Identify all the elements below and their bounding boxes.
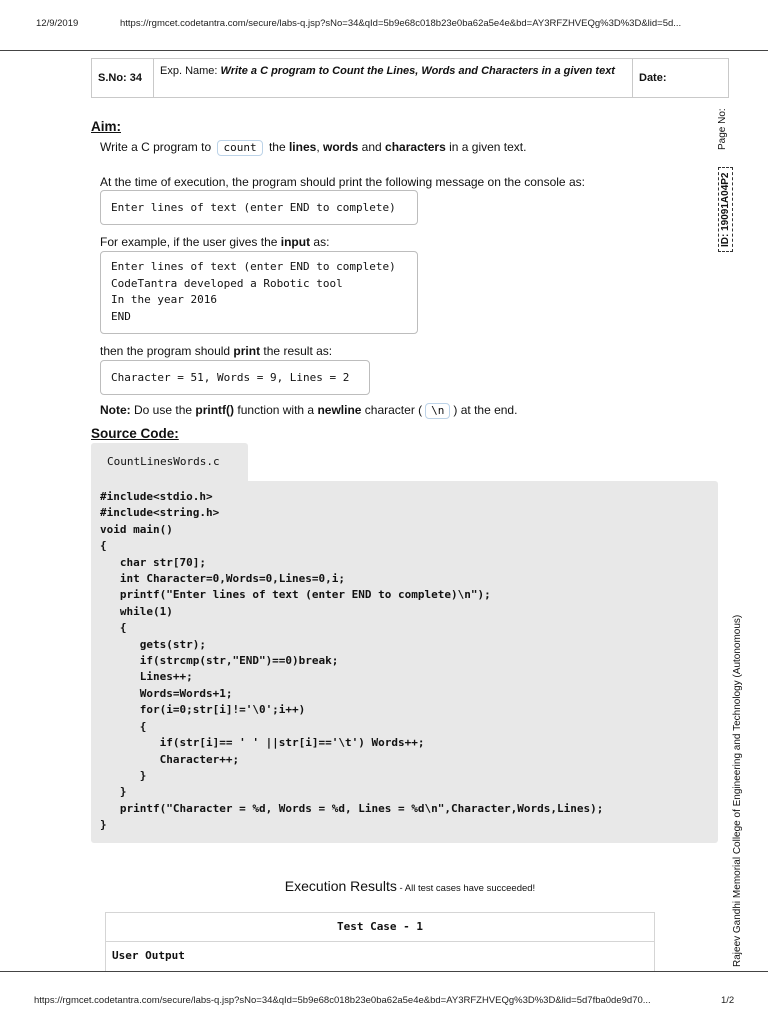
note-text: character ( bbox=[361, 403, 423, 417]
note-keyword-newline: newline bbox=[317, 403, 362, 417]
note-text: function with a bbox=[234, 403, 318, 417]
note-keyword-printf: printf() bbox=[195, 403, 235, 417]
example-input-box: Enter lines of text (enter END to complete) CodeTantra developed a Robotic tool In the year 2016 END bbox=[100, 251, 418, 334]
example-output-box: Character = 51, Words = 9, Lines = 2 bbox=[100, 360, 370, 395]
aim-line-1 bbox=[100, 140, 526, 156]
aim-keyword-lines: lines bbox=[288, 140, 317, 154]
note-text: Do use the bbox=[130, 403, 196, 417]
execution-results-heading bbox=[0, 878, 768, 894]
inline-code-newline: \n bbox=[425, 403, 450, 419]
aim-keyword-characters: characters bbox=[385, 140, 446, 154]
aim-text: Write a C program to bbox=[100, 140, 215, 154]
experiment-name-prefix: Exp. Name: bbox=[160, 65, 221, 77]
experiment-name-cell bbox=[154, 59, 633, 97]
aim-line-3 bbox=[100, 235, 329, 249]
aim-text: in a given text. bbox=[445, 140, 527, 154]
prompt-message-box: Enter lines of text (enter END to complete) bbox=[100, 190, 418, 225]
print-header bbox=[0, 0, 768, 50]
inline-code-count: count bbox=[217, 140, 262, 156]
test-case-table bbox=[105, 912, 655, 971]
page-number-label: Page No: bbox=[717, 108, 728, 150]
college-name: Rajeev Gandhi Memorial College of Engineering and Technology (Autonomous) bbox=[732, 614, 743, 967]
date-label: Date: bbox=[639, 72, 667, 84]
aim-line-2: At the time of execution, the program should print the following message on the console as: bbox=[100, 175, 585, 189]
footer-url: https://rgmcet.codetantra.com/secure/labs-q.jsp?sNo=34&qId=5b9e68c018b23e0ba62a5e4e&bd=AY3RFZHVEQg%3D%3D&lid=5d7fba0de9d70... bbox=[34, 995, 651, 1006]
aim-text: then the program should bbox=[100, 344, 234, 358]
experiment-name: Write a C program to Count the Lines, Words and Characters in a given text bbox=[220, 65, 615, 77]
serial-number: S.No: 34 bbox=[92, 59, 154, 97]
print-date: 12/9/2019 bbox=[36, 18, 79, 29]
source-code-heading: Source Code: bbox=[91, 426, 179, 441]
execution-title: Execution Results bbox=[284, 878, 397, 894]
experiment-header-table bbox=[91, 58, 729, 98]
aim-text: the result as: bbox=[260, 344, 333, 358]
footer-page-count: 1/2 bbox=[721, 995, 735, 1006]
aim-keyword-words: words bbox=[323, 140, 359, 154]
aim-keyword-print: print bbox=[233, 344, 261, 358]
aim-heading: Aim: bbox=[91, 119, 121, 134]
aim-text: For example, if the user gives the bbox=[100, 235, 281, 249]
print-url: https://rgmcet.codetantra.com/secure/labs-q.jsp?sNo=34&qId=5b9e68c018b23e0ba62a5e4e&bd=AY3RFZHVEQg%3D%3D&lid=5d... bbox=[120, 18, 682, 29]
note-text: ) at the end. bbox=[453, 403, 518, 417]
aim-line-4 bbox=[100, 344, 332, 358]
aim-text: the bbox=[265, 140, 289, 154]
test-case-title: Test Case - 1 bbox=[106, 913, 654, 942]
source-code-block: #include<stdio.h> #include<string.h> void main() { char str[70]; int Character=0,Words=0,Lines=0,i; printf("Enter lines of text (enter END to complete)\n"); while(1) { gets(str); if(strcmp(str,"END")==0)break; Lines++; Words=Words+1; for(i=0;str[i]!='\0';i++) { if(str[i]== ' ' ||str[i]=='\t') Words++; Character++; } } printf("Character = %d, Words = %d, Lines = %d\n",Character,Words,Lines); } bbox=[91, 481, 718, 843]
user-output-label: User Output bbox=[112, 949, 185, 962]
header-divider bbox=[0, 50, 768, 51]
execution-status: - All test cases have succeeded! bbox=[396, 883, 536, 894]
aim-text: , bbox=[316, 140, 323, 154]
aim-text: as: bbox=[310, 235, 330, 249]
aim-text: and bbox=[358, 140, 386, 154]
note-label: Note: bbox=[100, 403, 131, 417]
file-tab[interactable]: CountLinesWords.c bbox=[91, 443, 248, 481]
student-id: ID: 19091A04P2 bbox=[718, 168, 733, 253]
footer-divider bbox=[0, 971, 768, 972]
note-line bbox=[100, 403, 517, 419]
aim-keyword-input: input bbox=[280, 235, 311, 249]
